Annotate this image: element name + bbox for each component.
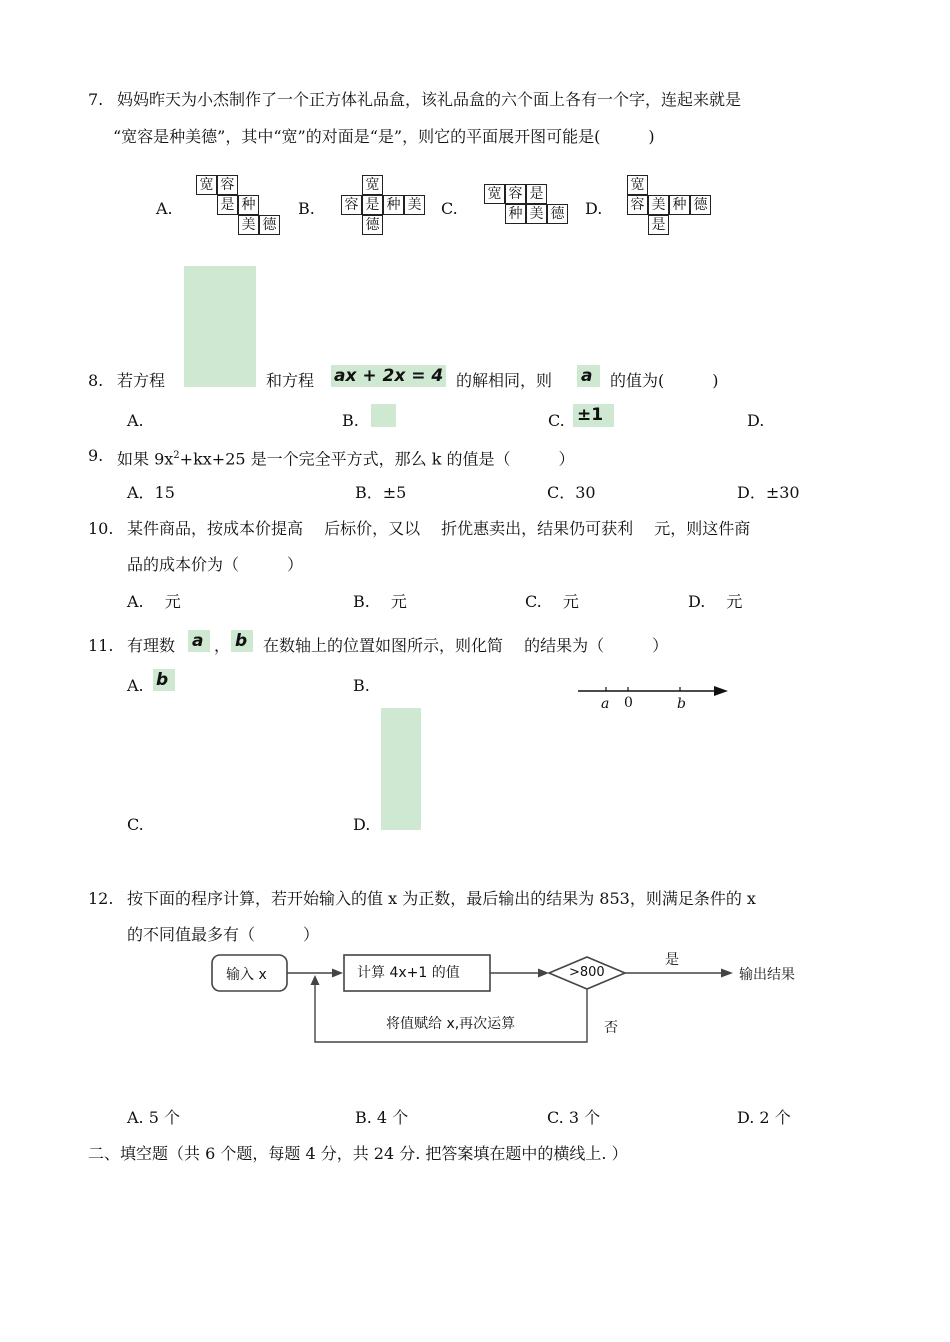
q11-comma: ， xyxy=(214,636,231,655)
q8-option-b-image xyxy=(371,404,396,427)
q8-stem-part2: 和方程 xyxy=(266,371,315,390)
q11-var-b: b xyxy=(235,631,248,651)
q12-option-a: A. 5 个 xyxy=(127,1108,180,1127)
flow-compute-label: 计算 4x+1 的值 xyxy=(357,965,460,981)
flow-arrow-yes-icon xyxy=(721,969,733,978)
net-c-face-5: 美 xyxy=(526,204,547,224)
section2-heading: 二、填空题（共 6 个题，每题 4 分，共 24 分. 把答案填在题中的横线上. ） xyxy=(88,1144,628,1163)
flow-output-label: 输出结果 xyxy=(739,967,795,983)
q7-number: 7. xyxy=(88,90,104,109)
q8-stem-part3: 的解相同，则 xyxy=(456,371,553,390)
q10-option-d: D. 元 xyxy=(688,592,743,611)
q8-stem-part1: 若方程 xyxy=(117,371,166,390)
net-c-face-3: 是 xyxy=(526,184,547,204)
q9-option-d: D．±30 xyxy=(737,483,800,502)
q11-option-a: A. xyxy=(127,676,144,695)
net-c-face-6: 德 xyxy=(547,204,568,224)
net-a-face-2: 容 xyxy=(217,175,238,195)
flow-arrow-loop-icon xyxy=(311,975,320,985)
q10-number: 10. xyxy=(88,519,114,538)
net-d-face-1: 宽 xyxy=(627,175,648,195)
net-b-face-4: 种 xyxy=(383,195,404,215)
q9-exponent: 2 xyxy=(173,450,180,461)
q12-option-b: B. 4 个 xyxy=(355,1108,409,1127)
q11-stem-part1: 有理数 xyxy=(127,636,176,655)
q12-stem-line2: 的不同值最多有（ ） xyxy=(127,925,320,944)
q8-var-a: a xyxy=(581,366,593,386)
flow-no-label: 否 xyxy=(604,1020,618,1036)
q10-stem-line2: 品的成本价为（ ） xyxy=(127,555,304,574)
q11-stem-part2: 在数轴上的位置如图所示，则化简 的结果为（ ） xyxy=(263,636,669,655)
q9-option-c: C．30 xyxy=(547,483,596,502)
q8-number: 8. xyxy=(88,371,104,390)
q7-stem-line2: “宽容是种美德”，其中“宽”的对面是“是”，则它的平面展开图可能是( ) xyxy=(113,127,655,146)
net-d-face-6: 是 xyxy=(648,215,669,235)
q11-option-d-image xyxy=(381,708,421,830)
q11-option-c: C. xyxy=(127,815,144,834)
q11-option-b: B. xyxy=(353,676,370,695)
q8-option-a: A. xyxy=(127,411,144,430)
q8-option-c-value: ±1 xyxy=(577,405,604,425)
q9-stem-a: 如果 9x xyxy=(117,449,174,469)
q8-stem-part4: 的值为( ) xyxy=(610,371,719,390)
q7-net-d xyxy=(627,175,717,239)
net-a-face-4: 种 xyxy=(238,195,259,215)
q12-option-d: D. 2 个 xyxy=(737,1108,791,1127)
q10-option-c: C. 元 xyxy=(525,592,579,611)
q8-option-d: D. xyxy=(747,411,765,430)
q7-option-b-label: B. xyxy=(298,199,315,218)
net-d-face-5: 德 xyxy=(690,195,711,215)
net-b-face-1: 宽 xyxy=(362,175,383,195)
q12-flowchart xyxy=(205,945,825,1050)
q7-option-a-label: A. xyxy=(156,199,173,218)
flow-yes-label: 是 xyxy=(665,952,679,968)
q7-net-c xyxy=(484,184,574,228)
q11-option-d: D. xyxy=(353,815,371,834)
net-b-face-2: 容 xyxy=(341,195,362,215)
net-c-face-4: 种 xyxy=(505,204,526,224)
flow-arrow-1-icon xyxy=(332,969,343,978)
q11-option-a-value: b xyxy=(156,670,169,690)
net-a-face-5: 美 xyxy=(238,215,259,235)
q8-equation1-image xyxy=(184,266,256,387)
q10-option-a: A. 元 xyxy=(127,592,181,611)
q7-option-d-label: D. xyxy=(585,199,603,218)
q11-number: 11. xyxy=(88,636,114,655)
q11-var-a: a xyxy=(192,631,204,651)
net-d-face-2: 容 xyxy=(627,195,648,215)
q7-stem-line1: 妈妈昨天为小杰制作了一个正方体礼品盒，该礼品盒的六个面上各有一个字，连起来就是 xyxy=(117,90,742,109)
flow-loop-label: 将值赋给 x,再次运算 xyxy=(386,1016,516,1032)
net-c-face-1: 宽 xyxy=(484,184,505,204)
net-a-face-1: 宽 xyxy=(196,175,217,195)
axis-label-zero: 0 xyxy=(624,695,633,711)
q12-number: 12. xyxy=(88,889,114,908)
q9-option-a: A．15 xyxy=(127,483,175,502)
q9-stem-b: +kx+25 是一个完全平方式，那么 k 的值是（ ） xyxy=(179,449,575,469)
axis-label-b: b xyxy=(677,696,686,712)
axis-arrow-icon xyxy=(714,686,728,696)
q10-stem-line1: 某件商品，按成本价提高 后标价，又以 折优惠卖出，结果仍可获利 元，则这件商 xyxy=(127,519,751,538)
net-d-face-4: 种 xyxy=(669,195,690,215)
q7-option-c-label: C. xyxy=(441,199,458,218)
net-b-face-5: 美 xyxy=(404,195,425,215)
q9-stem xyxy=(117,446,575,469)
q9-number: 9. xyxy=(88,446,104,465)
q11-number-line xyxy=(574,680,734,716)
q9-option-b: B．±5 xyxy=(355,483,407,502)
flow-input-label: 输入 x xyxy=(226,967,267,983)
net-b-face-3: 是 xyxy=(362,195,383,215)
flow-condition-label: >800 xyxy=(569,965,605,980)
net-b-face-6: 德 xyxy=(362,215,383,235)
net-a-face-3: 是 xyxy=(217,195,238,215)
q7-net-b xyxy=(341,175,431,239)
q12-option-c: C. 3 个 xyxy=(547,1108,601,1127)
axis-label-a: a xyxy=(601,696,610,712)
net-d-face-3: 美 xyxy=(648,195,669,215)
q8-equation2: ax + 2x = 4 xyxy=(334,366,444,386)
q8-option-c: C. xyxy=(548,411,565,430)
net-a-face-6: 德 xyxy=(259,215,280,235)
q8-option-b: B. xyxy=(342,411,359,430)
q7-net-a xyxy=(196,175,286,239)
q12-stem-line1: 按下面的程序计算，若开始输入的值 x 为正数，最后输出的结果为 853，则满足条件的 x xyxy=(127,889,756,908)
net-c-face-2: 容 xyxy=(505,184,526,204)
q10-option-b: B. 元 xyxy=(353,592,407,611)
